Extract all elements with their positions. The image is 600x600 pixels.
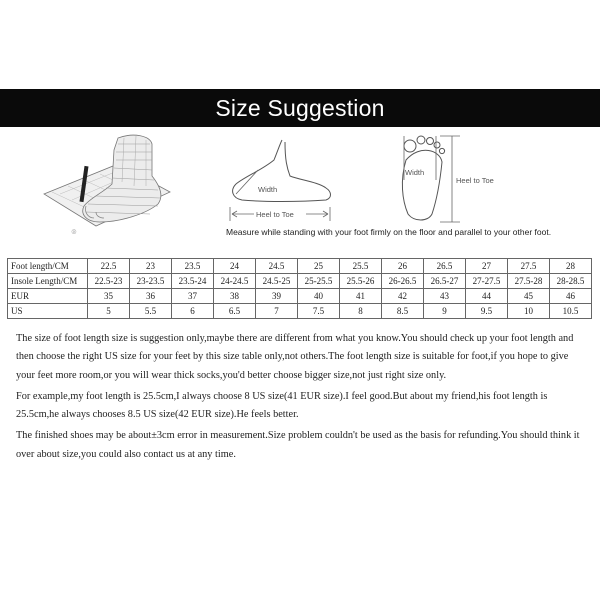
top-width-label: Width — [405, 168, 425, 177]
table-cell: 26-26.5 — [382, 274, 424, 289]
table-cell: 25-25.5 — [298, 274, 340, 289]
table-cell: 23-23.5 — [130, 274, 172, 289]
table-cell: 25.5 — [340, 259, 382, 274]
table-cell: 9 — [424, 304, 466, 319]
description-paragraph: The size of foot length size is suggestion only,maybe there are different from what you know.You should check up your foot length and then choose the right US size for your feet by this size table only,not others.The foot length size is suitable for foot,if you hope to give your feet more room,or you will wear thick socks,you'd better choose bigger size,not just right size only. — [16, 333, 574, 381]
page-title: Size Suggestion — [215, 95, 385, 121]
table-cell: 26.5-27 — [424, 274, 466, 289]
top-length-label: Heel to Toe — [456, 176, 494, 185]
top-view-foot — [402, 136, 444, 220]
table-cell: 23.5 — [172, 259, 214, 274]
table-cell: 24 — [214, 259, 256, 274]
table-cell: 40 — [298, 289, 340, 304]
table-cell: 26.5 — [424, 259, 466, 274]
description-paragraph: For example,my foot length is 25.5cm,I always choose 8 US size(41 EUR size).I feel good.But about my friend,his foot length is 25.5cm,he always chooses 8.5 US size(42 EUR size).He feels better. — [16, 390, 548, 421]
table-cell: 9.5 — [466, 304, 508, 319]
table-cell: 45 — [508, 289, 550, 304]
table-cell: 24-24.5 — [214, 274, 256, 289]
table-cell: 25 — [298, 259, 340, 274]
table-cell: 28 — [550, 259, 592, 274]
row-header: EUR — [8, 289, 88, 304]
table-cell: 27-27.5 — [466, 274, 508, 289]
title-banner — [0, 89, 600, 127]
table-row — [8, 259, 592, 274]
table-cell: 23 — [130, 259, 172, 274]
table-cell: 37 — [172, 289, 214, 304]
size-chart-table — [7, 258, 592, 319]
table-cell: 27.5 — [508, 259, 550, 274]
table-cell: 10.5 — [550, 304, 592, 319]
table-cell: 24.5-25 — [256, 274, 298, 289]
table-cell: 26 — [382, 259, 424, 274]
table-cell: 44 — [466, 289, 508, 304]
table-cell: 6 — [172, 304, 214, 319]
table-cell: 27.5-28 — [508, 274, 550, 289]
row-header: Foot length/CM — [8, 259, 88, 274]
table-cell: 24.5 — [256, 259, 298, 274]
row-header: US — [8, 304, 88, 319]
brand-mark: ◎ — [70, 228, 78, 236]
table-cell: 5.5 — [130, 304, 172, 319]
table-cell: 38 — [214, 289, 256, 304]
table-cell: 42 — [382, 289, 424, 304]
table-cell: 7.5 — [298, 304, 340, 319]
table-cell: 35 — [88, 289, 130, 304]
table-cell: 46 — [550, 289, 592, 304]
table-cell: 6.5 — [214, 304, 256, 319]
measurement-caption: Measure while standing with your foot firmly on the floor and parallel to your other foot. — [226, 227, 552, 237]
table-cell: 22.5 — [88, 259, 130, 274]
size-description — [16, 330, 588, 467]
table-cell: 10 — [508, 304, 550, 319]
table-cell: 27 — [466, 259, 508, 274]
table-row — [8, 289, 592, 304]
table-row — [8, 304, 592, 319]
description-paragraph: The finished shoes may be about±3cm error in measurement.Size problem couldn't be used as the basis for refunding.You should think it over about size,you could also contact us at any time. — [16, 430, 580, 460]
table-cell: 28-28.5 — [550, 274, 592, 289]
table-cell: 8.5 — [382, 304, 424, 319]
table-row — [8, 274, 592, 289]
row-header: Insole Length/CM — [8, 274, 88, 289]
table-cell: 43 — [424, 289, 466, 304]
table-cell: 22.5-23 — [88, 274, 130, 289]
table-cell: 8 — [340, 304, 382, 319]
table-cell: 5 — [88, 304, 130, 319]
foot-on-mat-illustration — [44, 135, 170, 226]
table-cell: 25.5-26 — [340, 274, 382, 289]
table-cell: 7 — [256, 304, 298, 319]
table-cell: 41 — [340, 289, 382, 304]
table-cell: 39 — [256, 289, 298, 304]
table-cell: 23.5-24 — [172, 274, 214, 289]
table-cell: 36 — [130, 289, 172, 304]
side-length-label: Heel to Toe — [256, 210, 294, 219]
side-width-label: Width — [258, 185, 278, 194]
side-view-foot — [233, 140, 331, 202]
